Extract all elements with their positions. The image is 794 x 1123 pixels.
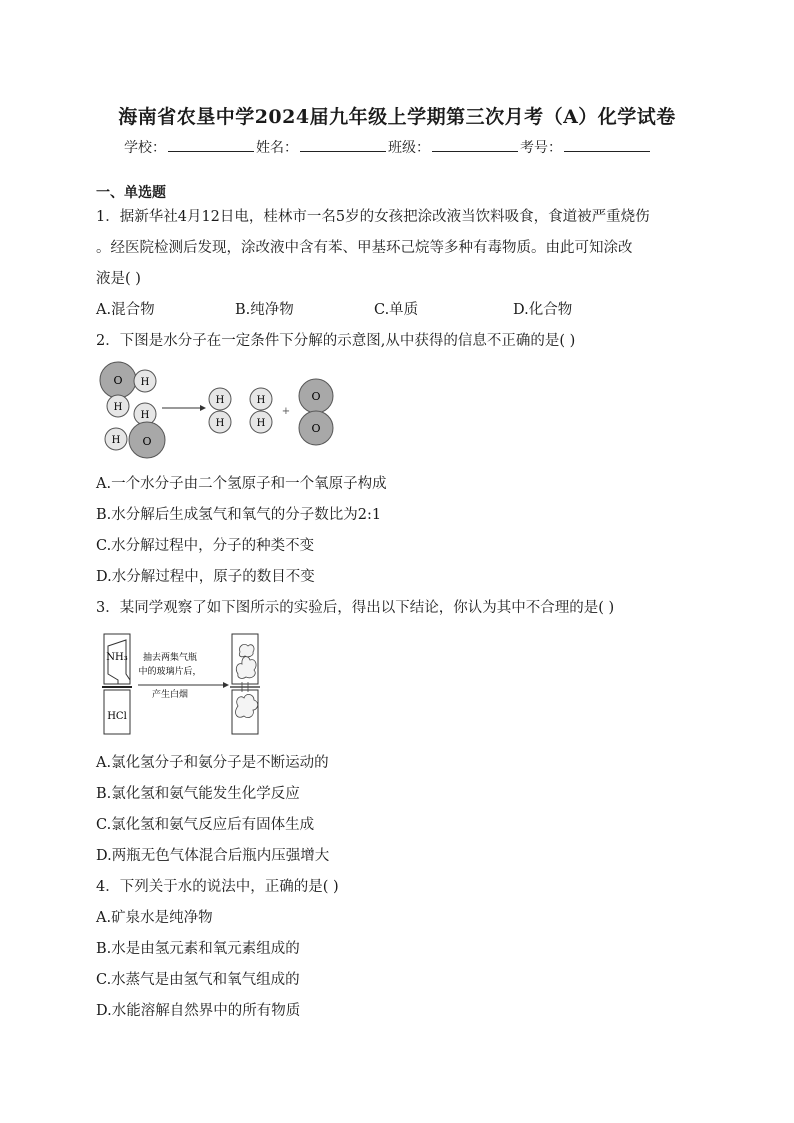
school-blank[interactable] <box>168 137 254 152</box>
svg-text:O: O <box>142 435 152 448</box>
svg-text:H: H <box>111 435 121 446</box>
name-blank[interactable] <box>300 137 386 152</box>
student-info-row <box>124 137 652 157</box>
svg-text:H: H <box>140 410 150 421</box>
q3-option-d[interactable]: D.两瓶无色气体混合后瓶内压强增大 <box>96 848 330 864</box>
q3-option-a[interactable]: A.氯化氢分子和氨分子是不断运动的 <box>96 755 329 771</box>
q1-option-a[interactable]: A.混合物 <box>96 302 155 318</box>
school-label: 学校： <box>124 140 166 156</box>
svg-text:O: O <box>311 390 321 403</box>
q4-option-b[interactable]: B.水是由氢元素和氧元素组成的 <box>96 941 300 957</box>
section-heading: 一、单选题 <box>96 185 166 201</box>
q3-option-b[interactable]: B.氯化氢和氨气能发生化学反应 <box>96 786 300 802</box>
q2-stem: 2．下图是水分子在一定条件下分解的示意图,从中获得的信息不正确的是( ) <box>96 333 576 349</box>
q4-option-c[interactable]: C.水蒸气是由氢气和氧气组成的 <box>96 972 300 988</box>
q1-option-c[interactable]: C.单质 <box>374 302 419 318</box>
caption-line3: 产生白烟 <box>151 690 189 700</box>
svg-text:H: H <box>256 418 266 429</box>
q1-line1: 1．据新华社4月12日电，桂林市一名5岁的女孩把涂改液当饮料吸食，食道被严重烧伤 <box>96 209 650 225</box>
nh3-label: NH₃ <box>106 652 128 663</box>
q1-line3: 液是( ) <box>96 271 141 287</box>
q3-stem: 3．某同学观察了如下图所示的实验后，得出以下结论，你认为其中不合理的是( ) <box>96 600 615 616</box>
q2-option-a[interactable]: A.一个水分子由二个氢原子和一个氧原子构成 <box>96 476 387 492</box>
svg-text:H: H <box>140 377 150 388</box>
q2-option-c[interactable]: C.水分解过程中，分子的种类不变 <box>96 538 315 554</box>
water-decomposition-figure <box>96 360 346 460</box>
class-label: 班级： <box>388 140 430 156</box>
plus-sign: + <box>281 406 291 417</box>
q3-option-c[interactable]: C.氯化氢和氨气反应后有固体生成 <box>96 817 315 833</box>
hcl-label: HCl <box>107 711 127 722</box>
q2-option-b[interactable]: B.水分解后生成氢气和氧气的分子数比为2:1 <box>96 507 382 523</box>
q4-stem: 4．下列关于水的说法中，正确的是( ) <box>96 879 339 895</box>
smoke-icon <box>236 694 258 717</box>
svg-text:O: O <box>113 374 123 387</box>
gas-jar-experiment-figure <box>98 630 268 736</box>
q1-option-d[interactable]: D.化合物 <box>513 302 573 318</box>
q1-line2: 。经医院检测后发现，涂改液中含有苯、甲基环己烷等多种有毒物质。由此可知涂改 <box>96 240 633 256</box>
svg-text:H: H <box>215 395 225 406</box>
svg-text:H: H <box>256 395 266 406</box>
name-label: 姓名： <box>256 140 298 156</box>
smoke-icon <box>236 657 256 679</box>
number-blank[interactable] <box>564 137 650 152</box>
caption-line2: 中的玻璃片后， <box>138 667 202 677</box>
q2-option-d[interactable]: D.水分解过程中，原子的数目不变 <box>96 569 315 585</box>
q4-option-a[interactable]: A.矿泉水是纯净物 <box>96 910 213 926</box>
svg-text:O: O <box>311 422 321 435</box>
svg-text:H: H <box>113 402 123 413</box>
page-title: 海南省农垦中学2024届九年级上学期第三次月考（A）化学试卷 <box>118 106 676 128</box>
q4-option-d[interactable]: D.水能溶解自然界中的所有物质 <box>96 1003 301 1019</box>
q1-option-b[interactable]: B.纯净物 <box>235 302 294 318</box>
caption-line1: 抽去两集气瓶 <box>142 653 198 663</box>
number-label: 考号： <box>520 140 562 156</box>
class-blank[interactable] <box>432 137 518 152</box>
svg-text:H: H <box>215 418 225 429</box>
q1-options <box>96 298 652 319</box>
